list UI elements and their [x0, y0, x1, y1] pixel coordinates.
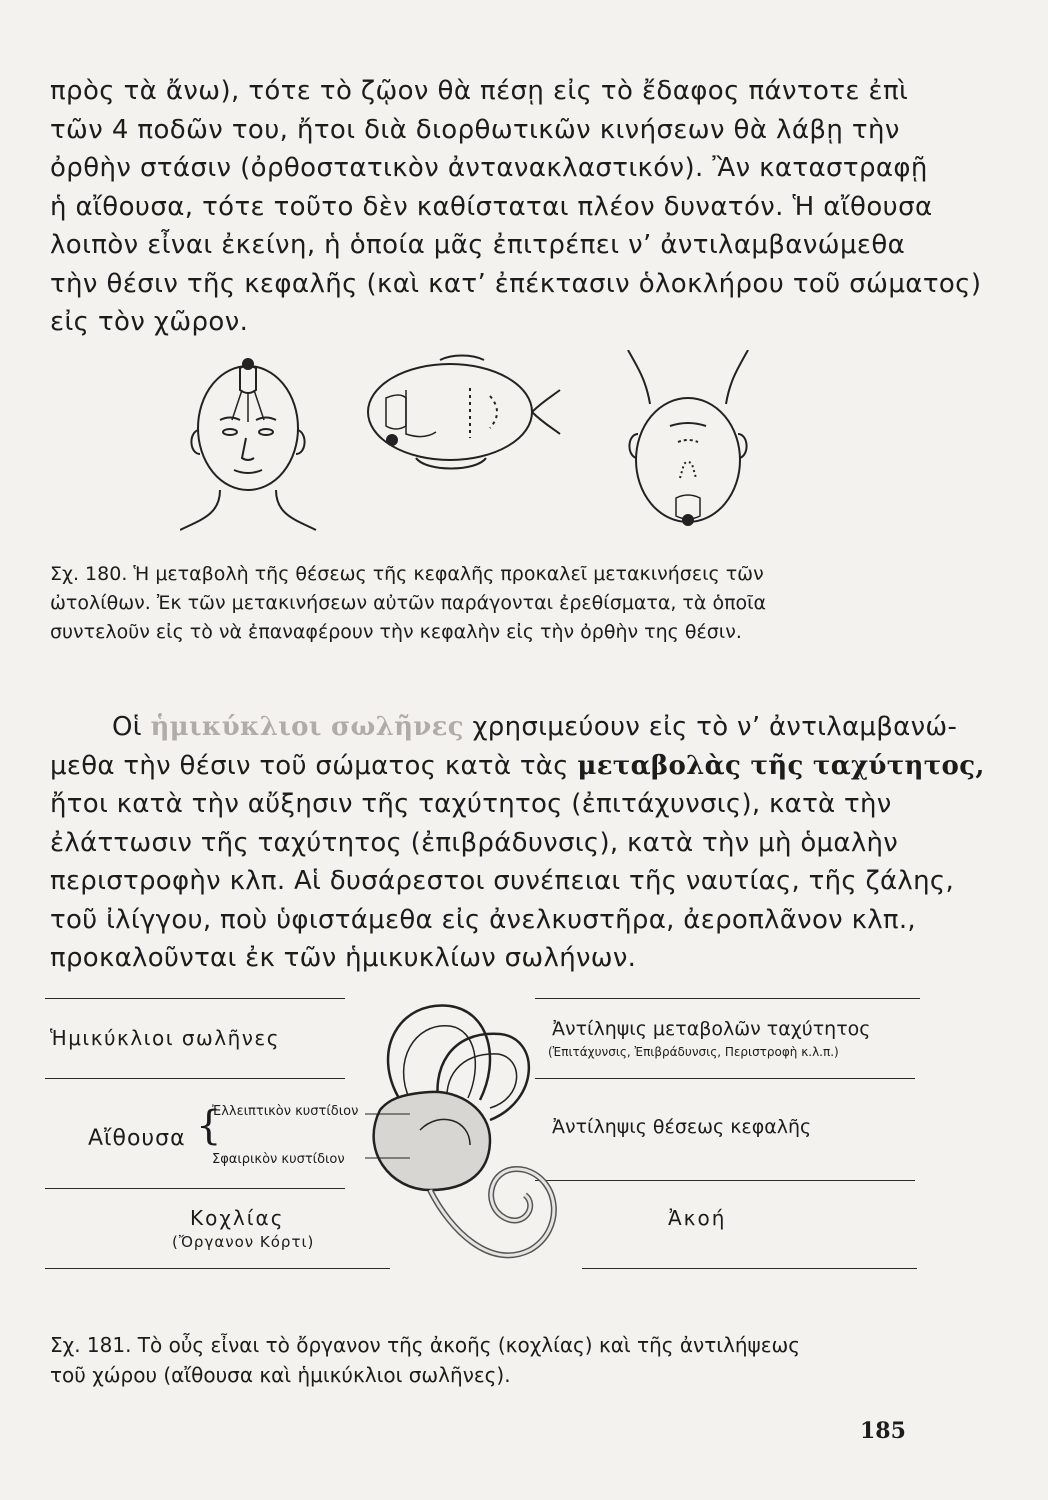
label-saccule: Σφαιρικὸν κυστίδιον — [212, 1152, 345, 1167]
divider-line — [535, 1180, 915, 1181]
label-head-position-perception: Ἀντίληψις θέσεως κεφαλῆς — [552, 1116, 812, 1138]
figure-181-caption — [50, 1330, 930, 1390]
text-line: ὀρθὴν στάσιν (ὀρθοστατικὸν ἀντανακλαστικόν). Ἂν καταστραφῇ — [50, 153, 928, 183]
paragraph-vestibule — [50, 72, 982, 342]
caption-line: Σχ. 181. Τὸ οὖς εἶναι τὸ ὄργανον τῆς ἀκοῆς (κοχλίας) καὶ τῆς ἀντιλήψεως — [50, 1333, 801, 1357]
divider-line — [582, 1268, 917, 1269]
text-line: τῶν 4 ποδῶν του, ἤτοι διὰ διορθωτικῶν κινήσεων θὰ λάβῃ τὴν — [50, 114, 900, 145]
text-line: πρὸς τὰ ἄνω), τότε τὸ ζῷον θὰ πέσῃ εἰς τὸ ἔδαφος πάντοτε ἐπὶ — [50, 76, 909, 106]
page-number: 185 — [860, 1418, 906, 1444]
term-speed-changes: μεταβολὰς τῆς ταχύτητος, — [577, 750, 985, 781]
divider-line — [535, 1078, 915, 1079]
text-span: Οἱ — [112, 712, 151, 742]
label-cochlea: Κοχλίας — [190, 1206, 285, 1230]
label-hearing: Ἀκοή — [668, 1206, 727, 1230]
divider-line — [535, 998, 920, 999]
text-line: προκαλοῦνται ἐκ τῶν ἡμικυκλίων σωλήνων. — [50, 943, 637, 973]
divider-line — [45, 1268, 390, 1269]
label-speed-details: (Ἐπιτάχυνσις, Ἐπιβράδυνσις, Περιστροφὴ κ.λ.π.) — [548, 1045, 839, 1059]
term-semicircular-canals: ἡμικύκλιοι σωλῆνες — [150, 712, 464, 742]
label-organ-of-corti: (Ὄργανον Κόρτι) — [172, 1233, 315, 1251]
divider-line — [45, 998, 345, 999]
label-vestibule: Αἴθουσα — [88, 1126, 186, 1151]
caption-line: τοῦ χώρου (αἴθουσα καὶ ἡμικύκλιοι σωλῆνες). — [50, 1363, 511, 1387]
text-line: τὴν θέσιν τῆς κεφαλῆς (καὶ κατ’ ἐπέκτασιν ὁλοκλήρου τοῦ σώματος) — [50, 268, 982, 299]
caption-line: ὠτολίθων. Ἐκ τῶν μετακινήσεων αὐτῶν παράγονται ἐρεθίσματα, τὰ ὁποῖα — [50, 592, 767, 614]
text-line: περιστροφὴν κλπ. Αἱ δυσάρεστοι συνέπειαι τῆς ναυτίας, τῆς ζάλης, — [50, 866, 955, 896]
text-line: λοιπὸν εἶναι ἐκείνη, ἡ ὁποία μᾶς ἐπιτρέπει ν’ ἀντιλαμβανώμεθα — [50, 230, 906, 260]
text-line: τοῦ ἰλίγγου, ποὺ ὑφιστάμεθα εἰς ἀνελκυστῆρα, ἀεροπλᾶνον κλπ., — [50, 904, 916, 935]
paragraph-semicircular — [50, 708, 985, 978]
text-line: ἐλάττωσιν τῆς ταχύτητος (ἐπιβράδυνσις), κατὰ τὴν μὴ ὁμαλὴν — [50, 827, 899, 858]
head-inverted-drawing — [628, 350, 748, 522]
figure-180-caption — [50, 560, 910, 647]
text-line: εἰς τὸν χῶρον. — [50, 307, 249, 337]
text-line — [50, 747, 985, 786]
label-semicircular-canals: Ἡμικύκλιοι σωλῆνες — [50, 1026, 280, 1050]
text-span: μεθα τὴν θέσιν τοῦ σώματος κατὰ τὰς — [50, 750, 578, 781]
caption-line: Σχ. 180. Ἡ μεταβολὴ τῆς θέσεως τῆς κεφαλῆς προκαλεῖ μετακινήσεις τῶν — [50, 563, 764, 585]
label-utricle: Ἐλλειπτικὸν κυστίδιον — [212, 1104, 359, 1119]
head-tilted-drawing — [368, 356, 560, 469]
label-speed-perception: Ἀντίληψις μεταβολῶν ταχύτητος — [552, 1018, 871, 1040]
text-line: ἤτοι κατὰ τὴν αὔξησιν τῆς ταχύτητος (ἐπιτάχυνσις), κατὰ τὴν — [50, 789, 892, 819]
text-line — [50, 708, 958, 747]
inner-ear-drawing — [340, 990, 570, 1290]
head-upright-drawing — [180, 366, 316, 530]
text-line: ἡ αἴθουσα, τότε τοῦτο δὲν καθίσταται πλέον δυνατόν. Ἡ αἴθουσα — [50, 191, 933, 222]
figure-180-heads-illustration — [180, 350, 760, 555]
text-span: χρησιμεύουν εἰς τὸ ν’ ἀντιλαμβανώ- — [463, 712, 958, 742]
caption-line: συντελοῦν εἰς τὸ νὰ ἐπαναφέρουν τὴν κεφαλὴν εἰς τὴν ὀρθὴν της θέσιν. — [50, 621, 742, 643]
brace-symbol: { — [196, 1103, 222, 1149]
divider-line — [45, 1188, 345, 1189]
divider-line — [45, 1078, 345, 1079]
